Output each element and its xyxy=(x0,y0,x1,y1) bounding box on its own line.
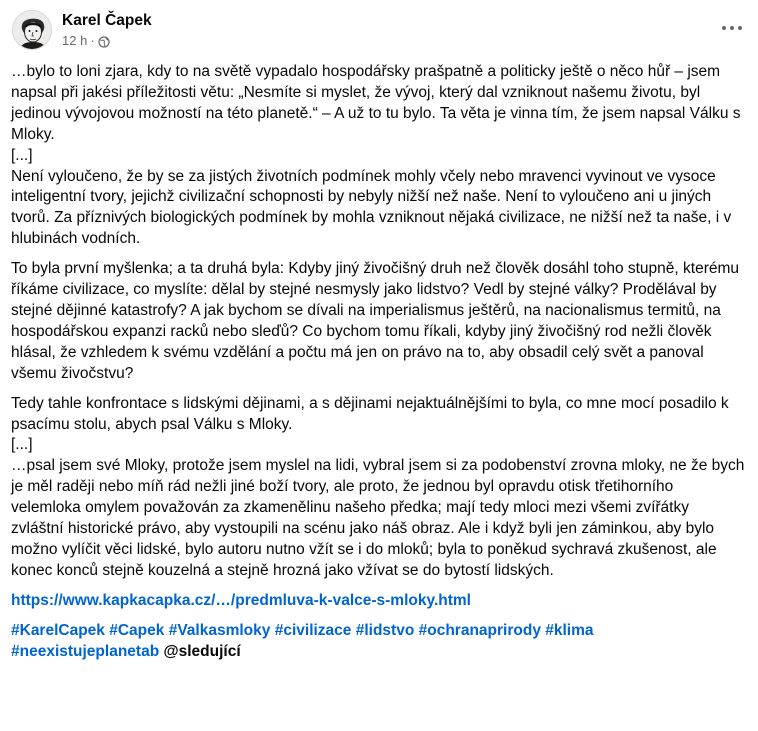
hashtag[interactable]: #ochranaprirody xyxy=(418,621,541,639)
paragraph-4: Tedy tahle konfrontace s lidskými dějinami, a s dějinami nejaktuálnějšími to byla, co mne mocí posadilo k psacímu stolu, abych psal Válku s Mloky. xyxy=(11,394,729,433)
article-link[interactable]: https://www.kapkacapka.cz/…/predmluva-k-valce-s-mloky.html xyxy=(11,591,471,609)
more-dot xyxy=(730,26,734,30)
hashtag-line xyxy=(11,621,745,663)
hashtag[interactable]: #KarelCapek xyxy=(11,621,105,639)
spacer xyxy=(11,250,745,259)
post-time-row xyxy=(62,32,152,50)
paragraph-2: Není vyloučeno, že by se za jistých životních podmínek mohly včely nebo mravenci vyvinout ve vysoce inteligentní tvory, jejichž civilizační schopnosti by nebyly nižší než naše. Není to vyloučeno ani u jiných tvorů. Za příznivých biologických podmínek by mohla vzniknout nějaká civilizace, ne nižší než ta naše, i v hlubinách vodních. xyxy=(11,167,732,248)
paragraph-5: …psal jsem své Mloky, protože jsem myslel na lidi, vybral jsem si za podobenství zrovna mloky, ne že bych je měl raději nebo míň rád nežli jiné boží tvory, ale proto, že jednou byl opravdu otisk třetihorního velemloka omylem považován za zkamenělinu našeho předka; mají tedy mloci mezi všemi zvířátky zvláštní historické právo, aby vystoupili na scénu jako náš obraz. Ale i když byli jen záminkou, aby bylo možno vylíčit věci lidské, bylo autoru nutno vžít se i do mloků; byla to poněkud sychravá zkušenost, ale konec konců stejně kouzelná a stejně hrozná jako vžívat se do bytostí lidských. xyxy=(11,457,745,579)
spacer xyxy=(11,582,745,591)
post-body xyxy=(11,62,745,662)
post-timestamp[interactable]: 12 h xyxy=(62,32,88,48)
spacer xyxy=(11,385,745,394)
author-meta xyxy=(62,11,152,50)
hashtag[interactable]: #civilizace xyxy=(274,621,352,639)
hashtag[interactable]: #Capek xyxy=(109,621,165,639)
globe-icon[interactable] xyxy=(98,35,110,47)
portrait-avatar-icon xyxy=(13,11,52,50)
paragraph-1: …bylo to loni zjara, kdy to na světě vypadalo hospodářsky prašpatně a politicky ještě o něco hůř – jsem napsal při jakési příležitosti větu: „Nesmíte si myslet, že vývoj, který dal vzniknout našemu životu, byl jedinou vývojovou možností na této planetě.“ – A už to tu bylo. Ta věta je vinna tím, že jsem napsal Válku s Mloky. xyxy=(11,63,741,143)
more-dot xyxy=(738,26,742,30)
post-header xyxy=(12,6,152,54)
hashtag[interactable]: #Valkasmloky xyxy=(168,621,271,639)
author-avatar[interactable] xyxy=(12,10,52,50)
hashtag[interactable]: #lidstvo xyxy=(355,621,415,639)
separator-dot: · xyxy=(90,32,95,48)
spacer xyxy=(11,612,745,621)
author-name[interactable]: Karel Čapek xyxy=(62,11,152,29)
more-horizontal-icon xyxy=(722,26,726,30)
more-options-button[interactable] xyxy=(714,10,750,46)
hashtag[interactable]: #neexistujeplanetab xyxy=(11,642,160,660)
paragraph-3: To byla první myšlenka; a ta druhá byla: Kdyby jiný živočišný druh než člověk dosáhl toho stupně, kterému říkáme civilizace, co myslíte: dělal by stejné nesmysly jako lidstvo? Vedl by stejné války? Prodělával by stejné dějinné katastrofy? A jak bychom se dívali na imperialismus ještěrů, na nacionalismus termitů, na hospodářskou expanzi racků nebo sleďů? Co bychom tomu říkali, kdyby jiný živočišný rod nežli člověk hlásal, že vzhledem k svému vzdělání a počtu má jen on právo na to, aby obsadil celý svět a panoval všemu živočstvu? xyxy=(11,260,740,382)
ellipsis-1: [...] xyxy=(11,146,33,164)
ellipsis-2: [...] xyxy=(11,436,33,454)
hashtag[interactable]: #klima xyxy=(545,621,594,639)
mention-followers[interactable]: @sledující xyxy=(163,642,241,660)
